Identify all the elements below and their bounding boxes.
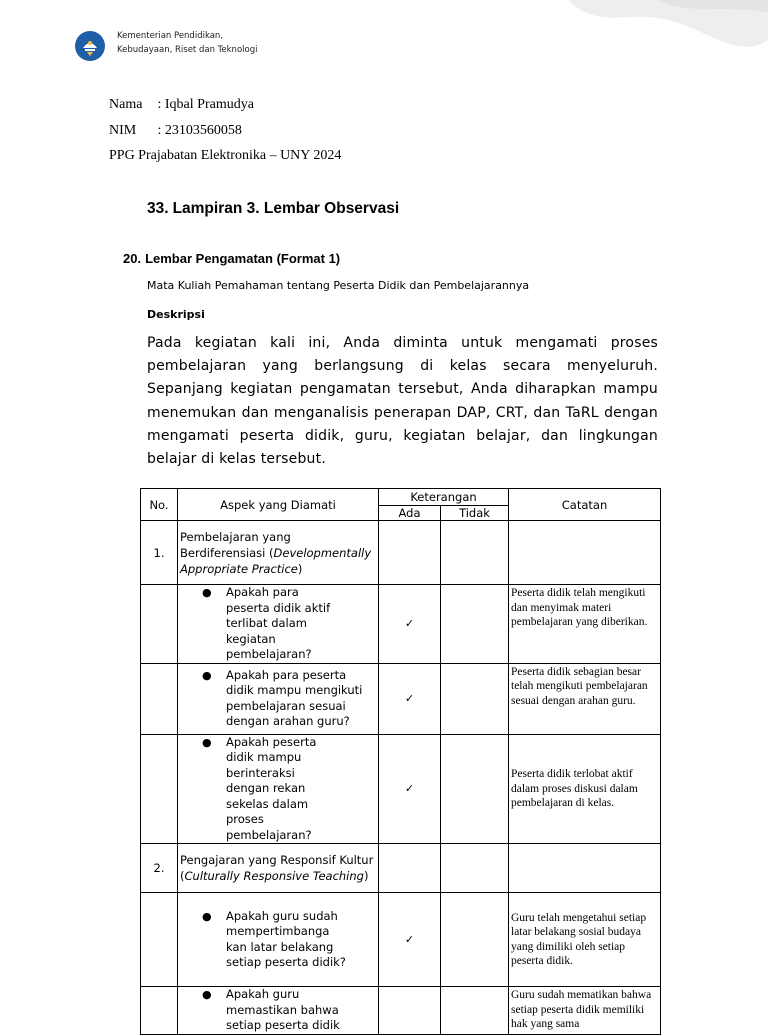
- check-mark: ✓: [379, 734, 441, 844]
- check-mark: ✓: [379, 893, 441, 987]
- aspect-heading: Pengajaran yang Responsif Kultur (Culturally Responsive Teaching): [178, 844, 379, 893]
- check-mark: [379, 987, 441, 1035]
- note-cell: Peserta didik sebagian besar telah mengikuti pembelajaran sesuai dengan arahan guru.: [509, 663, 661, 734]
- subsection-title: Lembar Pengamatan (Format 1): [145, 251, 341, 266]
- section-number: 33.: [147, 200, 169, 217]
- description-paragraph: Pada kegiatan kali ini, Anda diminta untuk mengamati proses pembelajaran yang berlangsung di kelas secara menyeluruh. Sepanjang kegiatan pengamatan tersebut, Anda diharapkan mampu menemukan dan menganalisis penerapan DAP, CRT, dan TaRL dengan mengamati peserta didik, guru, kegiatan belajar, dan lingkungan belajar di kelas tersebut.: [147, 335, 658, 468]
- nim-value: : 23103560058: [157, 123, 242, 138]
- header-no: No.: [141, 489, 178, 521]
- question-cell: ● Apakah para peserta didik aktif terlibat dalam kegiatan pembelajaran?: [178, 585, 379, 664]
- observation-table: [140, 488, 661, 1035]
- nim-line: [109, 123, 242, 139]
- question-cell: ● Apakah guru memastikan bahwa setiap peserta didik: [178, 987, 379, 1035]
- tut-wuri-handayani-logo: [74, 30, 106, 62]
- name-line: [109, 97, 254, 113]
- note-cell: Guru sudah mematikan bahwa setiap peserta didik memiliki hak yang sama: [509, 987, 661, 1035]
- table-row: [141, 663, 661, 734]
- ministry-name: [117, 29, 257, 57]
- header-catatan: Catatan: [509, 489, 661, 521]
- table-row: [141, 734, 661, 844]
- section-heading: [147, 200, 399, 218]
- table-row: [141, 893, 661, 987]
- program-line: PPG Prajabatan Elektronika – UNY 2024: [109, 148, 342, 163]
- question-cell: ● Apakah para peserta didik mampu mengikuti pembelajaran sesuai dengan arahan guru?: [178, 663, 379, 734]
- header-wave-decoration: [508, 0, 768, 70]
- header-aspek: Aspek yang Diamati: [178, 489, 379, 521]
- note-cell: Peserta didik terlobat aktif dalam proses diskusi dalam pembelajaran di kelas.: [509, 734, 661, 844]
- row-number: 1.: [141, 521, 178, 585]
- table-row: [141, 987, 661, 1035]
- course-name: Mata Kuliah Pemahaman tentang Peserta Didik dan Pembelajarannya: [147, 279, 530, 292]
- note-cell: Peserta didik telah mengikuti dan menyimak materi pembelajaran yang diberikan.: [509, 585, 661, 664]
- check-mark: ✓: [379, 585, 441, 664]
- header-tidak: Tidak: [441, 506, 509, 521]
- row-number: 2.: [141, 844, 178, 893]
- check-mark: ✓: [379, 663, 441, 734]
- table-row: [141, 521, 661, 585]
- ministry-line-1: Kementerian Pendidikan,: [117, 31, 224, 41]
- ministry-line-2: Kebudayaan, Riset dan Teknologi: [117, 45, 258, 55]
- table-row: [141, 844, 661, 893]
- subsection-heading: [123, 251, 340, 266]
- header-ada: Ada: [379, 506, 441, 521]
- question-cell: ● Apakah peserta didik mampu berinteraksi dengan rekan sekelas dalam proses pembelajaran?: [178, 734, 379, 844]
- section-title: Lampiran 3. Lembar Observasi: [172, 200, 400, 217]
- subsection-number: 20.: [123, 251, 142, 266]
- header-keterangan: Keterangan: [379, 489, 509, 506]
- question-cell: ● Apakah guru sudah mempertimbanga kan latar belakang setiap peserta didik?: [178, 893, 379, 987]
- name-value: : Iqbal Pramudya: [157, 97, 254, 112]
- table-row: [141, 585, 661, 664]
- table-header-row: [141, 489, 661, 506]
- description-heading: Deskripsi: [147, 308, 205, 321]
- note-cell: Guru telah mengetahui setiap latar belakang sosial budaya yang dimiliki oleh setiap peserta didik.: [509, 893, 661, 987]
- aspect-heading: Pembelajaran yang Berdiferensiasi (Developmentally Appropriate Practice): [178, 521, 379, 585]
- nim-label: NIM: [109, 123, 137, 138]
- name-label: Nama: [109, 97, 143, 112]
